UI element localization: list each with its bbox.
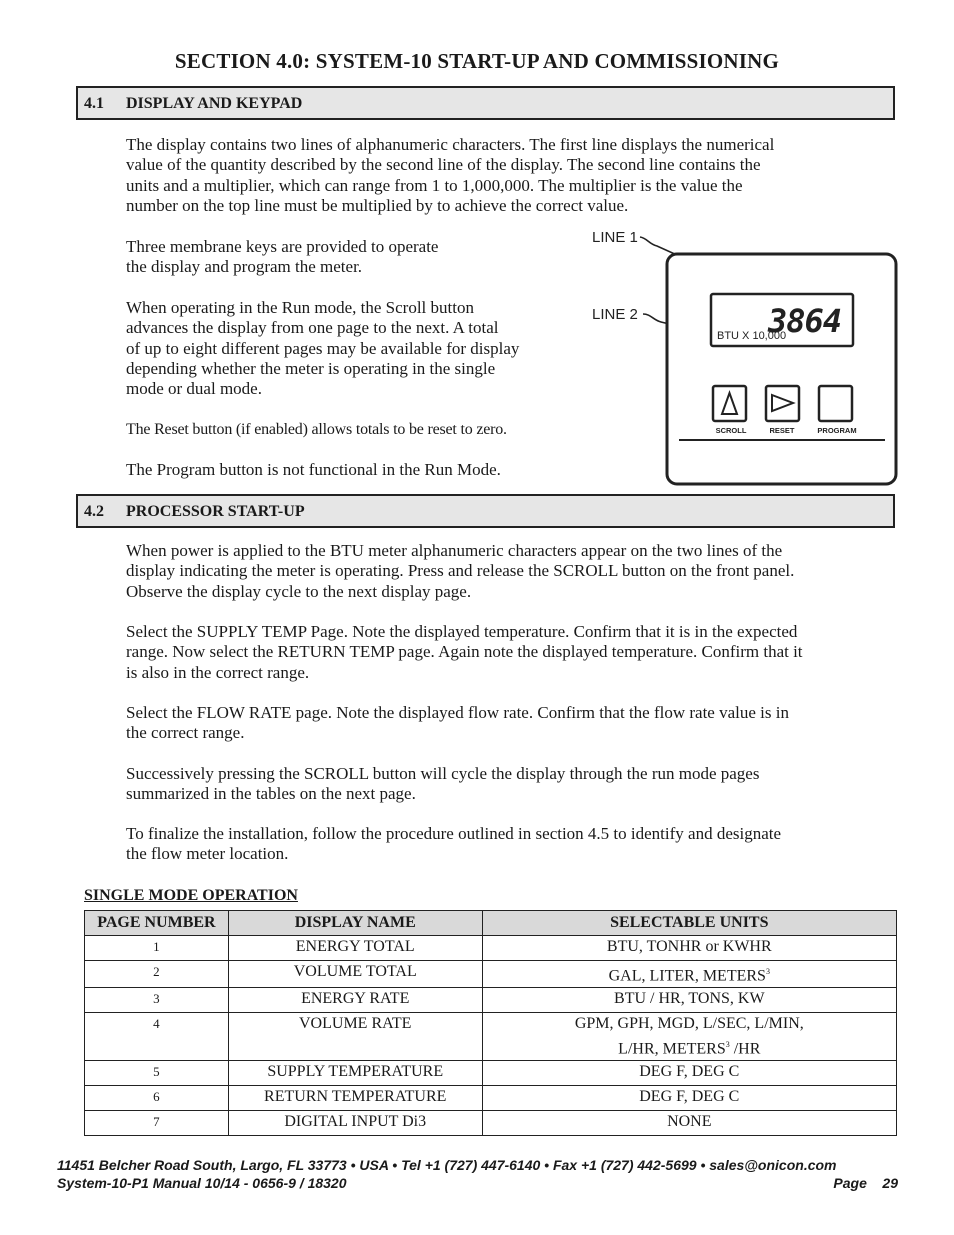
section-label: PROCESSOR START-UP (126, 503, 305, 520)
footer-manual-id: System-10-P1 Manual 10/14 - 0656-9 / 18320 (57, 1175, 347, 1191)
section-label: DISPLAY AND KEYPAD (126, 95, 303, 112)
text-line: the display and program the meter. (126, 257, 363, 277)
page-number-cell: 5 (85, 1060, 229, 1085)
line1-label: LINE 1 (592, 229, 638, 246)
display-keypad-figure (585, 226, 901, 488)
text-line: number on the top line must be multiplied by to achieve the correct value. (126, 195, 629, 215)
table-row (85, 988, 897, 1013)
units-text: L/HR, METERS (618, 1040, 726, 1058)
reset-paragraph: The Reset button (if enabled) allows totals to be reset to zero. (126, 421, 507, 438)
text-line: display indicating the meter is operating. Press and release the SCROLL button on the front panel. (126, 561, 795, 581)
text-line: advances the display from one page to the next. A total (126, 318, 499, 338)
text-line: Observe the display cycle to the next display page. (126, 581, 472, 601)
table-heading: SINGLE MODE OPERATION (84, 887, 298, 904)
display-description-paragraph (126, 135, 906, 216)
table-row (85, 1013, 897, 1060)
table-row (85, 961, 897, 988)
section-number: 4.1 (84, 95, 104, 112)
program-key[interactable] (819, 386, 852, 421)
table-row (85, 936, 897, 961)
run-mode-paragraph (126, 298, 586, 399)
program-paragraph: The Program button is not functional in the Run Mode. (126, 460, 501, 479)
footer-address: 11451 Belcher Road South, Largo, FL 33773 • USA • Tel +1 (727) 447-6140 • Fax +1 (727) 442-5699 • sales@onicon.com (57, 1157, 837, 1173)
units-text-line2 (483, 1034, 896, 1059)
startup-paragraph-2 (126, 622, 916, 683)
page-number-cell: 7 (85, 1110, 229, 1135)
line2-label: LINE 2 (592, 306, 638, 323)
text-line: depending whether the meter is operating in the single (126, 358, 496, 378)
column-header: PAGE NUMBER (85, 911, 229, 936)
page-title: SECTION 4.0: SYSTEM-10 START-UP AND COMMISSIONING (174, 49, 780, 73)
text-line: units and a multiplier, which can range from 1 to 1,000,000. The multiplier is the value the (126, 175, 743, 195)
display-name-cell: SUPPLY TEMPERATURE (228, 1060, 482, 1085)
units-cell (482, 1013, 896, 1060)
page-number-cell: 4 (85, 1013, 229, 1060)
units-text: GAL, LITER, METERS (608, 967, 766, 985)
startup-paragraph-4 (126, 764, 916, 805)
scroll-key-label: SCROLL (715, 426, 747, 435)
units-cell: DEG F, DEG C (482, 1085, 896, 1110)
column-header: DISPLAY NAME (228, 911, 482, 936)
text-line: When operating in the Run mode, the Scroll button (126, 298, 474, 317)
startup-paragraph-3 (126, 703, 916, 744)
units-cell: DEG F, DEG C (482, 1060, 896, 1085)
text-line: summarized in the tables on the next page. (126, 784, 416, 804)
units-cell: NONE (482, 1110, 896, 1135)
section-header-4-2 (76, 494, 895, 528)
table-row (85, 1060, 897, 1085)
startup-paragraph-5 (126, 824, 916, 865)
program-key-label: PROGRAM (817, 426, 857, 435)
membrane-keys-paragraph (126, 237, 586, 278)
text-line: Successively pressing the SCROLL button will cycle the display through the run mode pages (126, 764, 760, 783)
display-name-cell: ENERGY RATE (228, 988, 482, 1013)
page-number-cell: 6 (85, 1085, 229, 1110)
text-line: is also in the correct range. (126, 662, 310, 682)
section-header-4-1 (76, 86, 895, 120)
text-line: When power is applied to the BTU meter alphanumeric characters appear on the two lines of the (126, 541, 783, 560)
display-name-cell: VOLUME RATE (228, 1013, 482, 1060)
meter-panel (667, 254, 896, 484)
units-text: GPM, GPH, MGD, L/SEC, L/MIN, (574, 1015, 804, 1033)
lcd-value: 3864 (767, 302, 841, 340)
text-line: range. Now select the RETURN TEMP page. Again note the displayed temperature. Confirm that it (126, 642, 803, 662)
text-line: Three membrane keys are provided to operate (126, 237, 439, 256)
table-header-row (85, 911, 897, 936)
display-name-cell: VOLUME TOTAL (228, 961, 482, 988)
units-cell: BTU / HR, TONS, KW (482, 988, 896, 1013)
reset-key-label: RESET (769, 426, 795, 435)
startup-paragraph-1 (126, 541, 916, 602)
text-line: Select the FLOW RATE page. Note the displayed flow rate. Confirm that the flow rate value is in (126, 703, 789, 722)
units-text: /HR (729, 1040, 761, 1058)
text-line: mode or dual mode. (126, 379, 262, 399)
page-number-cell: 1 (85, 936, 229, 961)
text-line: value of the quantity described by the second line of the display. The second line contains the (126, 155, 761, 175)
footer-page-number: Page 29 (833, 1175, 898, 1191)
section-number: 4.2 (84, 503, 104, 520)
text-line: Select the SUPPLY TEMP Page. Note the displayed temperature. Confirm that it is in the expected (126, 622, 798, 641)
lcd-units: BTU X 10,000 (717, 330, 787, 342)
text-line: To finalize the installation, follow the procedure outlined in section 4.5 to identify and designate (126, 824, 782, 843)
display-name-cell: DIGITAL INPUT Di3 (228, 1110, 482, 1135)
display-name-cell: ENERGY TOTAL (228, 936, 482, 961)
table-row (85, 1110, 897, 1135)
text-line: of up to eight different pages may be available for display (126, 338, 520, 358)
text-line: The display contains two lines of alphanumeric characters. The first line displays the numerical (126, 135, 775, 154)
column-header: SELECTABLE UNITS (482, 911, 896, 936)
superscript: 3 (725, 1040, 730, 1050)
units-cell (482, 961, 896, 988)
superscript: 3 (765, 967, 770, 976)
text-line: the flow meter location. (126, 844, 289, 864)
single-mode-table (84, 910, 897, 1136)
display-name-cell: RETURN TEMPERATURE (228, 1085, 482, 1110)
table-row (85, 1085, 897, 1110)
text-line: the correct range. (126, 723, 245, 743)
page-number-cell: 2 (85, 961, 229, 988)
page-number-cell: 3 (85, 988, 229, 1013)
units-cell: BTU, TONHR or KWHR (482, 936, 896, 961)
